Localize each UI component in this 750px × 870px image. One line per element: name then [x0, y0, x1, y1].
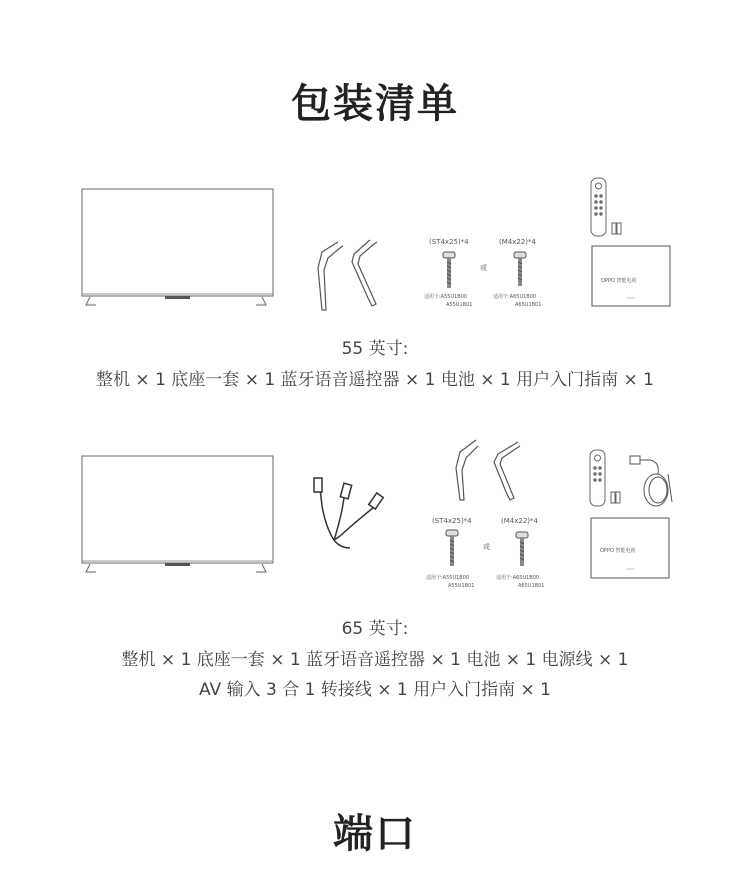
- size-55-label: 55 英寸:: [341, 339, 409, 359]
- manual-brand: OPPO 智能电视: [601, 278, 637, 284]
- screw-a-icon: [443, 252, 455, 288]
- or-label-65: 或: [483, 543, 490, 551]
- screw-b-icon: [514, 252, 526, 286]
- manual-brand-65: OPPO 智能电视: [600, 548, 636, 554]
- screw-a-label: (ST4x25)*4: [429, 238, 469, 246]
- screw-a-fit-1-65: 适用于:A55U1B00: [426, 575, 470, 581]
- screw-a-fit-2-65: A55U1B01: [448, 583, 475, 589]
- screw-b-label-65: (M4x22)*4: [501, 517, 538, 525]
- stand-legs-65-icon: [456, 440, 520, 500]
- battery-55-icon: [612, 223, 621, 234]
- screw-a-65-icon: [446, 530, 458, 566]
- remote-55-icon: [591, 178, 606, 236]
- items-65-line-1: 整机 × 1 底座一套 × 1 蓝牙语音遥控器 × 1 电池 × 1 电源线 × 1: [121, 650, 629, 670]
- screw-a-fit-2: A55U1B01: [446, 302, 473, 308]
- av-cable-icon: [314, 478, 383, 548]
- screw-a-fit-1: 适用于:A55U1B00: [424, 294, 468, 300]
- or-label: 或: [480, 264, 487, 272]
- screw-b-fit-1-65: 适用于:A65U1B00: [496, 575, 540, 581]
- screw-b-fit-2-65: A65U1B01: [518, 583, 545, 589]
- items-65-line-2: AV 输入 3 合 1 转接线 × 1 用户入门指南 × 1: [199, 680, 551, 700]
- stand-legs-55-icon: [318, 240, 377, 310]
- package-55-illustration: [0, 0, 750, 330]
- ports-title: 端口: [333, 811, 417, 857]
- package-65-illustration: [0, 430, 750, 600]
- screw-b-label: (M4x22)*4: [499, 238, 536, 246]
- page-title: 包装清单: [291, 81, 459, 127]
- battery-65-icon: [611, 492, 620, 503]
- screw-b-65-icon: [516, 532, 528, 566]
- screw-a-label-65: (ST4x25)*4: [432, 517, 472, 525]
- size-65-label: 65 英寸:: [341, 619, 409, 639]
- power-cable-icon: [630, 456, 672, 506]
- manual-65-icon: [591, 518, 669, 578]
- tv-65-icon: [82, 456, 273, 572]
- tv-55-icon: [82, 189, 273, 305]
- remote-65-icon: [590, 450, 605, 506]
- manual-55-icon: [592, 246, 670, 306]
- screw-b-fit-1: 适用于:A65U1B00: [493, 294, 537, 300]
- screw-b-fit-2: A65U1B01: [515, 302, 542, 308]
- items-55-line: 整机 × 1 底座一套 × 1 蓝牙语音遥控器 × 1 电池 × 1 用户入门指南 × 1: [96, 370, 654, 390]
